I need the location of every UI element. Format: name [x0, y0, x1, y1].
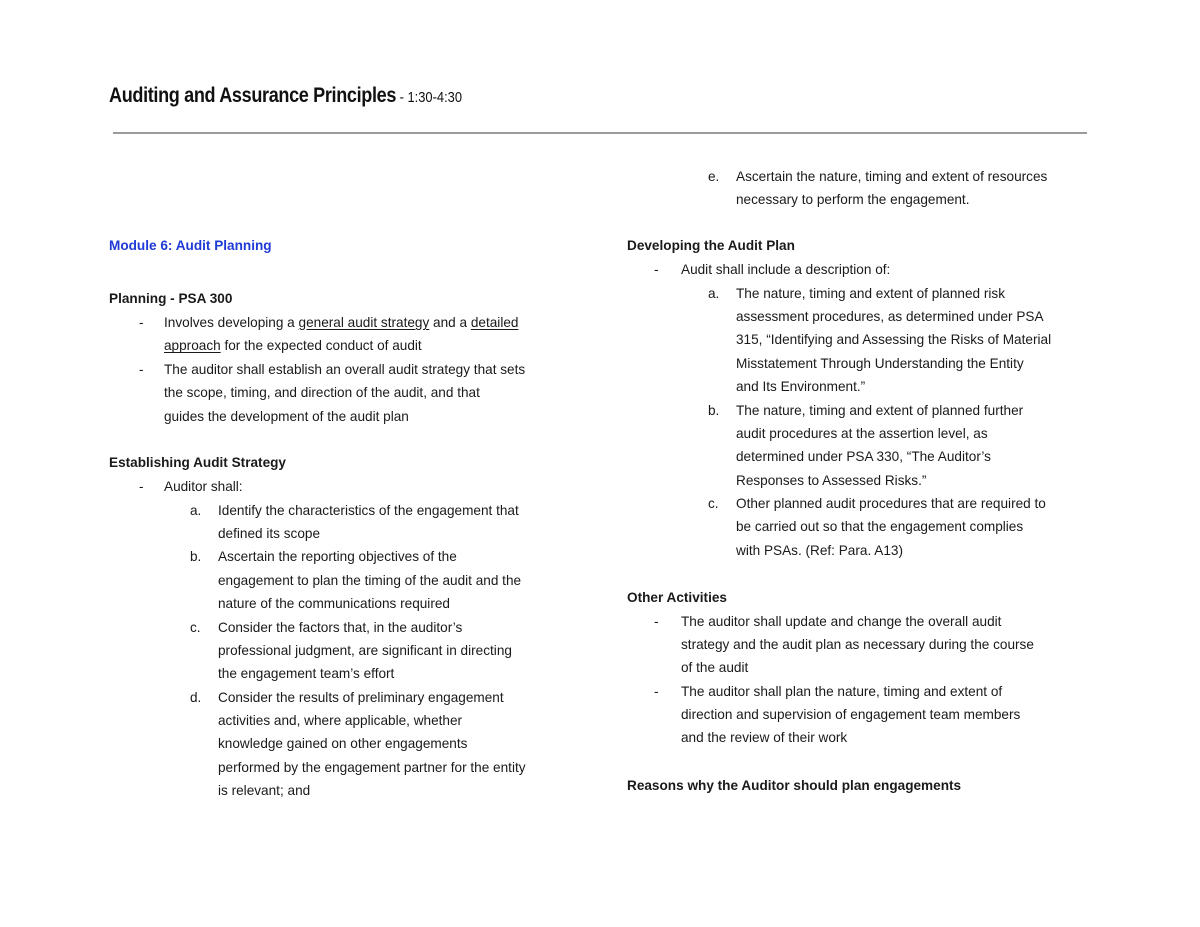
list-item-line: Consider the results of preliminary engagement	[218, 689, 504, 705]
list-item-line: be carried out so that the engagement complies	[736, 519, 1024, 535]
bullet-line: of the audit	[681, 660, 749, 676]
plan-heading: Developing the Audit Plan	[627, 238, 795, 253]
bullet-text: and a	[429, 315, 471, 330]
list-item-line: necessary to perform the engagement.	[736, 192, 970, 208]
dash-bullet: -	[139, 361, 144, 377]
list-item-line: nature of the communications required	[218, 596, 450, 612]
list-item-line: Ascertain the nature, timing and extent of resources	[736, 169, 1048, 184]
title-text: Auditing and Assurance Principles	[109, 84, 397, 107]
module-title: Module 6: Audit Planning	[109, 238, 272, 253]
list-item-line: assessment procedures, as determined under PSA	[736, 308, 1044, 324]
bullet-line: The auditor shall plan the nature, timing and extent of	[681, 683, 1003, 699]
list-item-letter: a.	[708, 285, 720, 301]
list-item-letter: c.	[708, 496, 719, 512]
list-item-line: The nature, timing and extent of planned further	[736, 402, 1024, 418]
list-item-line: engagement to plan the timing of the audit and the	[218, 572, 522, 588]
bullet-line: The auditor shall establish an overall audit strategy that sets	[164, 361, 526, 377]
list-item-letter: b.	[708, 402, 720, 418]
list-item-line: professional judgment, are significant in directing	[218, 642, 512, 658]
list-item-line: Consider the factors that, in the auditor’s	[218, 619, 463, 635]
list-item-letter: e.	[708, 169, 720, 184]
planning-heading: Planning - PSA 300	[109, 291, 233, 306]
list-item-line: determined under PSA 330, “The Auditor’s	[736, 449, 991, 465]
list-item-line: Ascertain the reporting objectives of the	[218, 549, 457, 565]
list-item-line: defined its scope	[218, 525, 321, 541]
list-item-letter: a.	[190, 502, 202, 518]
title-time: - 1:30-4:30	[396, 89, 463, 106]
bullet-text: Involves developing a	[164, 315, 299, 330]
list-item-line: Other planned audit procedures that are required to	[736, 496, 1046, 512]
dash-bullet: -	[654, 613, 659, 629]
bullet-line: Auditor shall:	[164, 478, 243, 494]
list-item-line: the engagement team’s effort	[218, 666, 395, 682]
list-item-line: Responses to Assessed Risks.”	[736, 472, 927, 488]
bullet-line: and the review of their work	[681, 730, 848, 746]
list-item-line: The nature, timing and extent of planned risk	[736, 285, 1006, 301]
dash-bullet: -	[654, 262, 659, 277]
bullet-text: for the expected conduct of audit	[220, 338, 422, 354]
reasons-heading: Reasons why the Auditor should plan engagements	[627, 777, 962, 793]
dash-bullet: -	[139, 478, 144, 494]
other-heading: Other Activities	[627, 590, 727, 605]
list-item-line: activities and, where applicable, whether	[218, 713, 463, 729]
bullet-line: the scope, timing, and direction of the audit, and that	[164, 385, 480, 401]
list-item-line: is relevant; and	[218, 783, 311, 799]
list-item-line: audit procedures at the assertion level, as	[736, 425, 988, 441]
list-item-letter: d.	[190, 689, 202, 705]
bullet-line: The auditor shall update and change the overall audit	[681, 613, 1002, 629]
underlined-term: general audit strategy	[298, 315, 430, 330]
strategy-heading: Establishing Audit Strategy	[109, 455, 286, 471]
underlined-term: approach	[164, 338, 221, 354]
bullet-line: strategy and the audit plan as necessary during the course	[681, 636, 1034, 652]
underlined-term: detailed	[470, 315, 519, 330]
list-item-line: performed by the engagement partner for the entity	[218, 759, 526, 775]
header-divider	[113, 132, 1087, 134]
list-item-line: 315, “Identifying and Assessing the Risks of Material	[736, 332, 1052, 348]
dash-bullet: -	[139, 315, 144, 330]
bullet-line: direction and supervision of engagement team members	[681, 707, 1021, 723]
bullet-line: guides the development of the audit plan	[164, 408, 409, 424]
list-item-line: knowledge gained on other engagements	[218, 736, 468, 752]
bullet-line: Audit shall include a description of:	[681, 262, 891, 277]
list-item-line: with PSAs. (Ref: Para. A13)	[736, 542, 903, 558]
dash-bullet: -	[654, 683, 659, 699]
page-title	[109, 84, 462, 108]
list-item-line: and Its Environment.”	[736, 379, 866, 395]
list-item-line: Misstatement Through Understanding the Entity	[736, 355, 1024, 371]
list-item-letter: b.	[190, 549, 202, 565]
list-item-line: Identify the characteristics of the engagement that	[218, 502, 519, 518]
list-item-letter: c.	[190, 619, 201, 635]
